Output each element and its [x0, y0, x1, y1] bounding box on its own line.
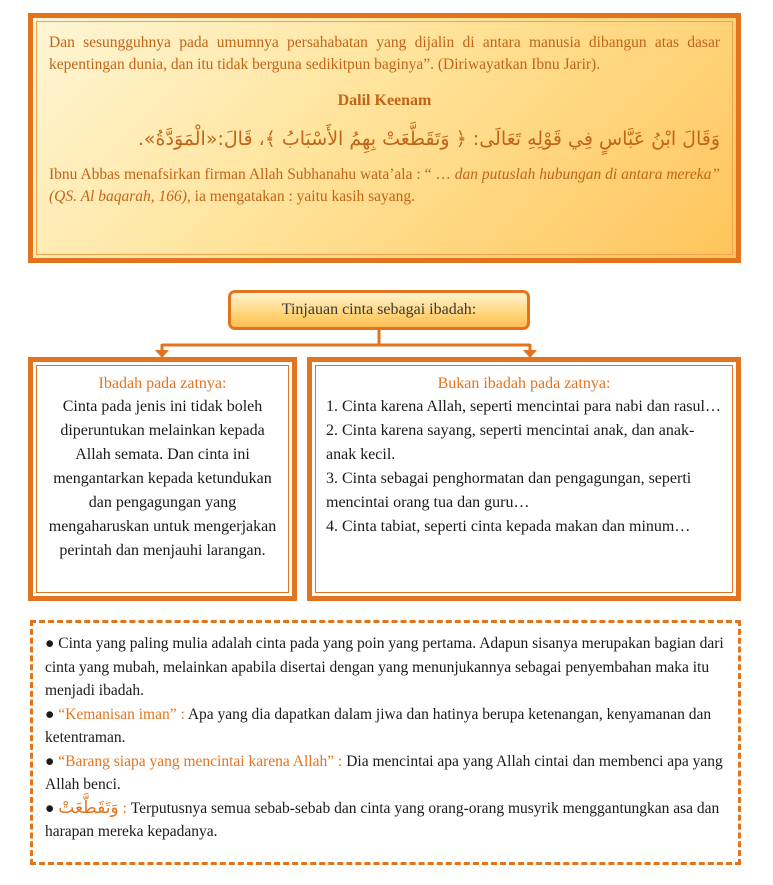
list-item: 1. Cinta karena Allah, seperti mencintai para nabi dan rasul…: [326, 398, 721, 415]
note-item: [45, 703, 726, 750]
bullet-icon: ●: [45, 705, 55, 723]
bukan-ibadah-list: [326, 395, 722, 539]
translation-italic: dan putuslah hubungan di antara mereka” (QS. Al baqarah, 166): [49, 166, 721, 205]
list-item: 4. Cinta tabiat, seperti cinta kepada makan dan minum…: [326, 518, 691, 535]
note-item: [45, 750, 726, 797]
ibadah-column-title: Ibadah pada zatnya:: [98, 375, 227, 392]
bullet-icon: ●: [45, 799, 55, 817]
note-text: Cinta yang paling mulia adalah cinta pada yang poin yang pertama. Adapun sisanya merupakan bagian dari cinta yang mubah, melainkan apabila disertai dengan yang menunjukannya sebagai penyembahan maka itu menjadi ibadah.: [45, 635, 724, 699]
note-text: Dia mencintai apa yang Allah cintai dan membenci apa yang Allah benci.: [45, 752, 723, 793]
bukan-ibadah-column-title: Bukan ibadah pada zatnya:: [437, 375, 611, 392]
bukan-ibadah-column: [307, 357, 741, 601]
bullet-icon: ●: [45, 752, 55, 770]
note-highlight: “Kemanisan iman” :: [58, 705, 185, 723]
translation-start: Ibnu Abbas menafsirkan firman Allah Subhanahu wata’ala : “ …: [49, 166, 455, 183]
note-text: Terputusnya semua sebab-sebab dan cinta yang orang-orang musyrik menggantungkan asa dan harapan mereka kepadanya.: [45, 799, 720, 840]
arabic-text: وَقَالَ ابْنُ عَبَّاسٍ فِي قَوْلِهِ تَعَالَى: ﴿ وَتَقَطَّعَتْ بِهِمُ الأَسْبَابُ ﴾، قَالَ:«الْمَوَدَّةُ».: [137, 128, 720, 150]
note-item: [45, 797, 726, 844]
dalil-box: [28, 13, 741, 263]
note-text: Apa yang dia dapatkan dalam jiwa dan hatinya berupa ketenangan, kenyamanan dan ketentraman.: [45, 705, 712, 746]
list-item: 2. Cinta karena sayang, seperti mencintai anak, dan anak-anak kecil.: [326, 422, 695, 463]
notes-box: [30, 620, 741, 865]
ibadah-column: [28, 357, 297, 601]
note-colon: :: [118, 799, 127, 817]
dalil-title: Dalil Keenam: [337, 92, 432, 109]
note-arabic: وَتَقَطَّعَتْ: [58, 797, 119, 818]
translation-text: [49, 164, 720, 208]
bullet-icon: ●: [45, 635, 55, 652]
section-heading: Tinjauan cinta sebagai ibadah:: [228, 290, 530, 330]
translation-end: , ia mengatakan : yaitu kasih sayang.: [186, 188, 416, 205]
note-highlight: “Barang siapa yang mencintai karena Allah” :: [58, 752, 343, 770]
note-item: [45, 632, 726, 703]
dalil-paragraph: Dan sesungguhnya pada umumnya persahabatan yang dijalin di antara manusia dibangun atas dasar kepentingan dunia, dan itu tidak berguna sedikitpun baginya”. (Diriwayatkan Ibnu Jarir).: [49, 34, 720, 73]
ibadah-column-text: Cinta pada jenis ini tidak boleh diperuntukan melainkan kepada Allah semata. Dan cinta ini mengantarkan kepada ketundukan dan pengagungan yang mengaharuskan untuk mengerjakan perintah dan menjauhi larangan.: [48, 398, 277, 559]
list-item: 3. Cinta sebagai penghormatan dan pengagungan, seperti mencintai orang tua dan guru…: [326, 470, 692, 511]
